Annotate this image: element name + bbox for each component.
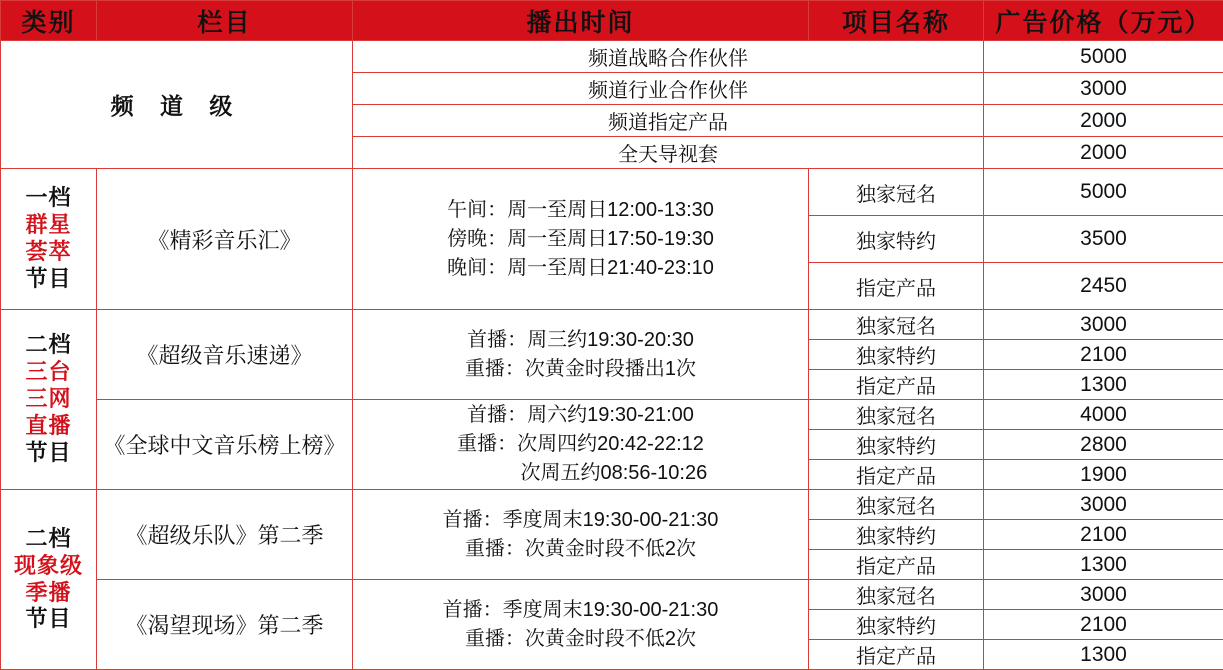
price-cell: 2100 — [984, 610, 1223, 640]
airtime-line: 首播：季度周末19:30-00-21:30 — [353, 506, 808, 535]
category-line: 二档 — [25, 526, 71, 551]
item-cell: 独家冠名 — [809, 400, 984, 430]
category-cell-block-1 — [1, 169, 97, 310]
airtime-line: 傍晚：周一至周日17:50-19:30 — [353, 225, 808, 254]
price-cell: 2100 — [984, 340, 1223, 370]
price-cell: 1300 — [984, 370, 1223, 400]
table-row — [1, 490, 1223, 520]
category-line: 群星 — [25, 212, 71, 237]
price-cell: 2000 — [984, 105, 1223, 137]
item-cell: 独家特约 — [809, 610, 984, 640]
price-cell: 5000 — [984, 41, 1223, 73]
category-cell-block-3 — [1, 490, 97, 670]
program-name-cell: 《超级音乐速递》 — [97, 310, 353, 400]
column-header-item: 项目名称 — [809, 1, 984, 41]
category-line: 直播 — [25, 413, 71, 438]
category-line: 节目 — [25, 266, 71, 291]
airtime-cell — [353, 490, 809, 580]
airtime-line: 重播：次黄金时段不低2次 — [353, 535, 808, 564]
airtime-cell — [353, 310, 809, 400]
airtime-line: 首播：周三约19:30-20:30 — [353, 326, 808, 355]
table-row — [1, 310, 1223, 340]
category-line: 三网 — [25, 386, 71, 411]
program-name-cell: 《精彩音乐汇》 — [97, 169, 353, 310]
column-header-airtime: 播出时间 — [353, 1, 809, 41]
item-cell: 指定产品 — [809, 370, 984, 400]
airtime-line: 首播：周六约19:30-21:00 — [353, 401, 808, 430]
price-cell: 1300 — [984, 640, 1223, 670]
airtime-line: 重播：次黄金时段播出1次 — [353, 355, 808, 384]
item-cell: 指定产品 — [809, 263, 984, 310]
category-line: 节目 — [25, 440, 71, 465]
item-cell: 指定产品 — [809, 640, 984, 670]
airtime-line: 重播：次黄金时段不低2次 — [353, 625, 808, 654]
category-line: 荟萃 — [25, 239, 71, 264]
column-header-program: 栏目 — [97, 1, 353, 41]
price-cell: 2450 — [984, 263, 1223, 310]
category-line: 二档 — [25, 332, 71, 357]
item-cell: 指定产品 — [809, 460, 984, 490]
airtime-cell — [353, 169, 809, 310]
table-body — [1, 41, 1223, 670]
item-cell: 独家特约 — [809, 430, 984, 460]
airtime-cell — [353, 400, 809, 490]
program-name-cell: 《渴望现场》第二季 — [97, 580, 353, 670]
item-cell: 频道行业合作伙伴 — [353, 73, 984, 105]
airtime-line: 次周五约08:56-10:26 — [353, 459, 808, 488]
item-cell: 频道指定产品 — [353, 105, 984, 137]
column-header-price: 广告价格（万元） — [984, 1, 1223, 41]
price-cell: 2800 — [984, 430, 1223, 460]
table-row — [1, 400, 1223, 430]
airtime-cell — [353, 580, 809, 670]
item-cell: 频道战略合作伙伴 — [353, 41, 984, 73]
table-row — [1, 169, 1223, 216]
category-line: 现象级 — [14, 553, 83, 578]
category-line: 节目 — [25, 606, 71, 631]
price-cell: 3000 — [984, 490, 1223, 520]
price-cell: 3000 — [984, 580, 1223, 610]
item-cell: 独家特约 — [809, 216, 984, 263]
price-cell: 1300 — [984, 550, 1223, 580]
table-row — [1, 41, 1223, 73]
category-line: 季播 — [25, 580, 71, 605]
item-cell: 独家冠名 — [809, 490, 984, 520]
price-cell: 3500 — [984, 216, 1223, 263]
program-name-cell: 《全球中文音乐榜上榜》 — [97, 400, 353, 490]
item-cell: 独家冠名 — [809, 310, 984, 340]
table-header-row — [1, 1, 1223, 41]
price-cell: 1900 — [984, 460, 1223, 490]
price-cell: 2000 — [984, 137, 1223, 169]
item-cell: 独家冠名 — [809, 169, 984, 216]
airtime-line: 首播：季度周末19:30-00-21:30 — [353, 596, 808, 625]
category-line: 三台 — [25, 359, 71, 384]
airtime-line: 晚间：周一至周日21:40-23:10 — [353, 254, 808, 283]
category-cell-block-2 — [1, 310, 97, 490]
airtime-line: 午间：周一至周日12:00-13:30 — [353, 196, 808, 225]
item-cell: 独家特约 — [809, 340, 984, 370]
price-cell: 3000 — [984, 73, 1223, 105]
item-cell: 指定产品 — [809, 550, 984, 580]
item-cell: 独家冠名 — [809, 580, 984, 610]
category-line: 一档 — [25, 185, 71, 210]
airtime-line: 重播：次周四约20:42-22:12 — [353, 430, 808, 459]
table-row — [1, 580, 1223, 610]
price-cell: 3000 — [984, 310, 1223, 340]
price-cell: 5000 — [984, 169, 1223, 216]
item-cell: 独家特约 — [809, 520, 984, 550]
column-header-category: 类别 — [1, 1, 97, 41]
price-cell: 4000 — [984, 400, 1223, 430]
item-cell: 全天导视套 — [353, 137, 984, 169]
table-header — [1, 1, 1223, 41]
price-cell: 2100 — [984, 520, 1223, 550]
category-cell-channel-level: 频 道 级 — [1, 41, 353, 169]
program-name-cell: 《超级乐队》第二季 — [97, 490, 353, 580]
